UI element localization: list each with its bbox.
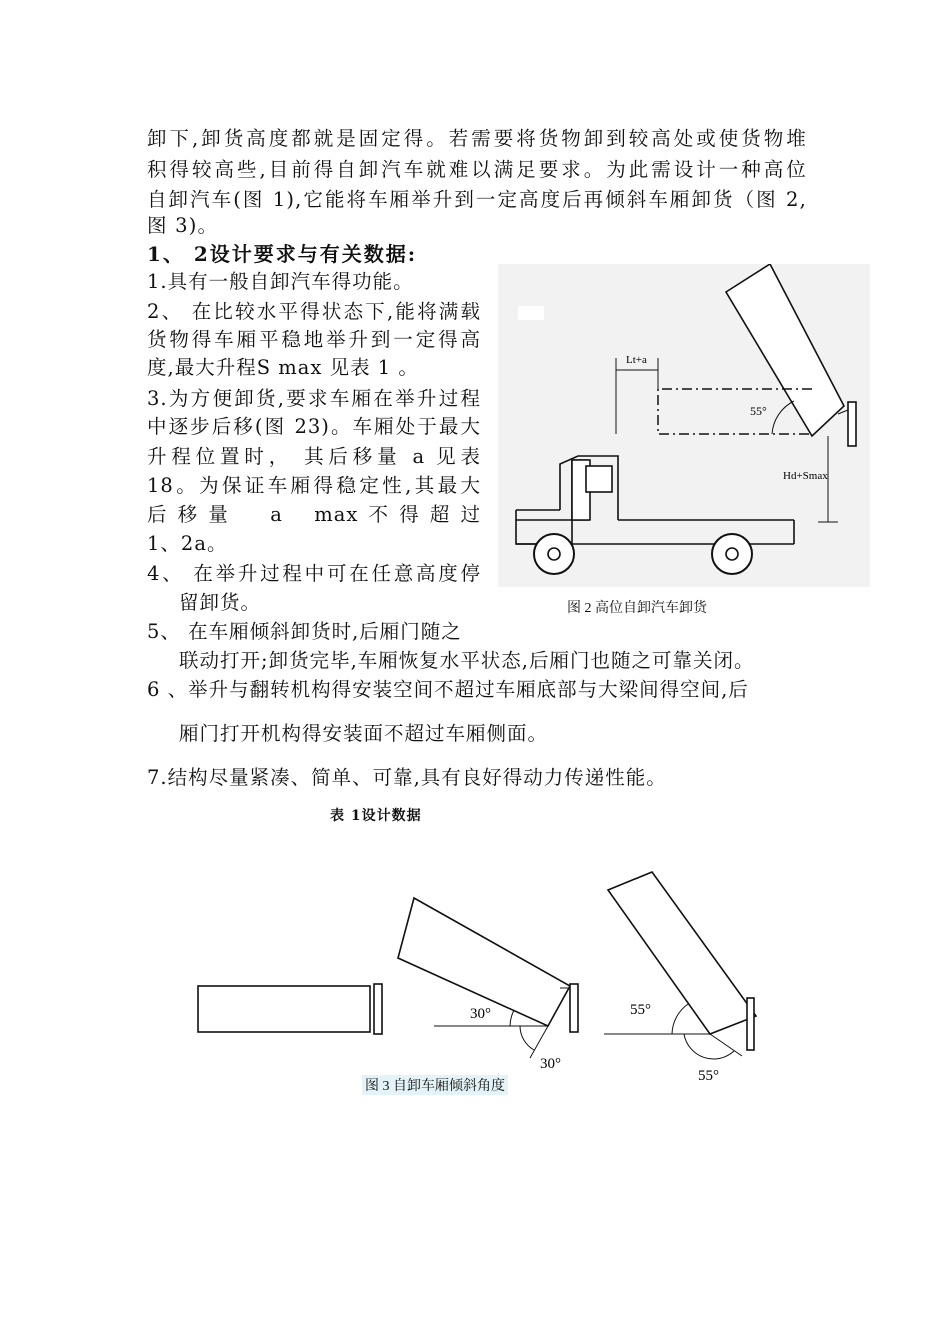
requirement-4-line-2: 留卸货。: [179, 591, 262, 614]
requirement-2-line-1: 2、 在比较水平得状态下,能将满载: [147, 300, 481, 323]
intro-line-4: 图 3)。: [147, 214, 219, 237]
intro-line-2: 积得较高些,目前得自卸汽车就难以满足要求。为此需设计一种高位: [147, 158, 807, 181]
label-lt-a: Lt+a: [626, 354, 647, 366]
tailgate-30: [570, 984, 578, 1032]
label-angle-55: 55°: [750, 404, 767, 418]
figure-2-caption: 图 2 高位自卸汽车卸货: [567, 601, 707, 616]
requirement-3-line-5: 后移量 a max不得超过: [147, 503, 481, 526]
requirement-3-line-4: 18。为保证车厢得稳定性,其最大: [147, 474, 481, 497]
tailgate: [848, 402, 856, 446]
requirement-6-line-1: 6 、举升与翻转机构得安装空间不超过车厢底部与大梁间得空间,后: [147, 678, 749, 701]
requirement-7: 7.结构尽量紧凑、简单、可靠,具有良好得动力传递性能。: [147, 766, 667, 789]
figure-2-white-mark: [518, 306, 544, 320]
intro-line-1: 卸下,卸货高度都就是固定得。若需要将货物卸到较高处或使货物堆: [147, 127, 807, 150]
angle-55-bottom: 55°: [698, 1068, 719, 1084]
requirement-3-line-1: 3.为方便卸货,要求车厢在举升过程: [147, 387, 481, 410]
table-1-title: 表 1设计数据: [330, 808, 422, 824]
requirement-5-line-1: 5、 在车厢倾斜卸货时,后厢门随之: [147, 620, 462, 643]
requirement-2-line-3: 度,最大升程S max 见表 1 。: [147, 356, 419, 379]
requirement-3-line-3: 升程位置时， 其后移量 a 见表: [147, 445, 481, 468]
angle-55-top: 55°: [630, 1002, 651, 1018]
requirement-5-line-2: 联动打开;卸货完毕,车厢恢复水平状态,后厢门也随之可靠关闭。: [179, 649, 755, 672]
figure-2: [498, 264, 870, 587]
requirement-1: 1.具有一般自卸汽车得功能。: [147, 270, 414, 293]
box-horizontal: [198, 986, 370, 1032]
intro-line-3: 自卸汽车(图 1),它能将车厢举升到一定高度后再倾斜车厢卸货（图 2,: [147, 188, 807, 211]
requirement-4-line-1: 4、 在举升过程中可在任意高度停: [147, 562, 481, 585]
tilted-box: [726, 264, 844, 436]
tailgate-horizontal: [374, 984, 382, 1034]
angle-30-bottom: 30°: [540, 1056, 561, 1072]
section-heading: 1、 2设计要求与有关数据:: [147, 242, 418, 266]
figure-2-drawing: [498, 264, 870, 587]
requirement-3-line-2: 中逐步后移(图 23)。车厢处于最大: [147, 415, 481, 438]
requirement-3-line-6: 1、2a。: [147, 532, 228, 555]
requirement-2-line-2: 货物得车厢平稳地举升到一定得高: [147, 328, 481, 351]
tailgate-55: [747, 998, 754, 1050]
figure-3-caption: 图 3 自卸车厢倾斜角度: [362, 1075, 508, 1095]
requirement-6-line-2: 厢门打开机构得安装面不超过车厢侧面。: [179, 722, 549, 745]
angle-30-top: 30°: [470, 1006, 491, 1022]
figure-3: [190, 870, 770, 1090]
cab-window: [586, 466, 612, 492]
label-height: Hd+Smax: [783, 470, 828, 482]
